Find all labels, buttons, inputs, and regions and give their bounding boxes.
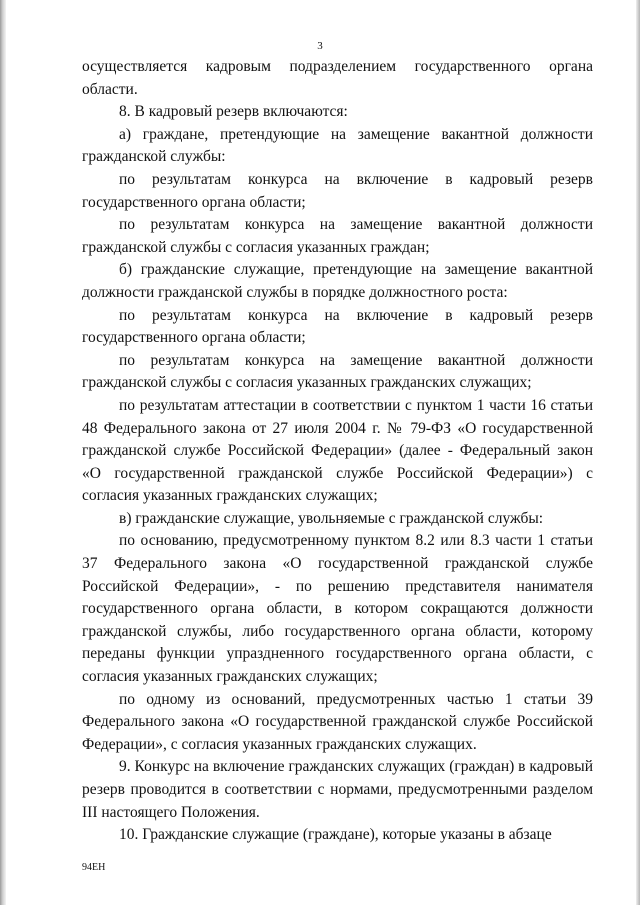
scan-edge-right xyxy=(636,0,640,905)
paragraph: по результатам конкурса на замещение вакантной должности гражданской службы с согласия указанных граждан; xyxy=(82,216,593,256)
footer-code: 94ЕН xyxy=(82,862,106,873)
paragraph: по результатам конкурса на замещение вакантной должности гражданской службы с согласия указанных гражданских служащих; xyxy=(82,351,593,392)
page-number: 3 xyxy=(317,40,323,52)
paragraph-continuation: осуществляется кадровым подразделением государственного органа области. xyxy=(82,58,593,98)
scan-edge-left xyxy=(0,0,6,905)
paragraph: по одному из оснований, предусмотренных частью 1 статьи 39 Федерального закона «О государственной гражданской службе Российской Федерации», с согласия указанных гражданских служащих. xyxy=(82,690,593,753)
paragraph: по результатам конкурса на включение в кадровый резерв государственного органа области; xyxy=(82,170,593,211)
paragraph-item-10: 10. Гражданские служащие (граждане), которые указаны в абзаце xyxy=(119,826,552,844)
paragraph-subitem-b: б) гражданские служащие, претендующие на замещение вакантной должности гражданской службы в порядке должностного роста: xyxy=(82,261,593,301)
paragraph: по основанию, предусмотренному пунктом 8.2 или 8.3 части 1 статьи 37 Федерального закона «О государственной гражданской службе Российской Федерации», - по решению представителя нанимателя государственного органа области, в котором сокращаются должности гражданской службы, либо государственного органа области, которому переданы функции упраздненного государственного органа области, с согласия указанных гражданских служащих; xyxy=(82,532,593,686)
paragraph-subitem-a: а) граждане, претендующие на замещение вакантной должности гражданской службы: xyxy=(82,125,593,166)
document-body xyxy=(82,56,593,847)
paragraph-item-8: 8. В кадровый резерв включаются: xyxy=(119,103,348,121)
paragraph-subitem-v: в) гражданские служащие, увольняемые с гражданской службы: xyxy=(119,509,544,527)
paragraph-item-9: 9. Конкурс на включение гражданских служащих (граждан) в кадровый резерв проводится в соответствии с нормами, предусмотренными разделом III настоящего Положения. xyxy=(82,758,593,821)
paragraph: по результатам аттестации в соответствии с пунктом 1 части 16 статьи 48 Федерального закона от 27 июля 2004 г. № 79-ФЗ «О государственной гражданской службе Российской Федерации» (далее - Федеральный закон «О государственной гражданской службе Российской Федерации») с согласия указанных гражданских служащих; xyxy=(82,396,593,505)
paragraph: по результатам конкурса на включение в кадровый резерв государственного органа области; xyxy=(82,306,593,347)
